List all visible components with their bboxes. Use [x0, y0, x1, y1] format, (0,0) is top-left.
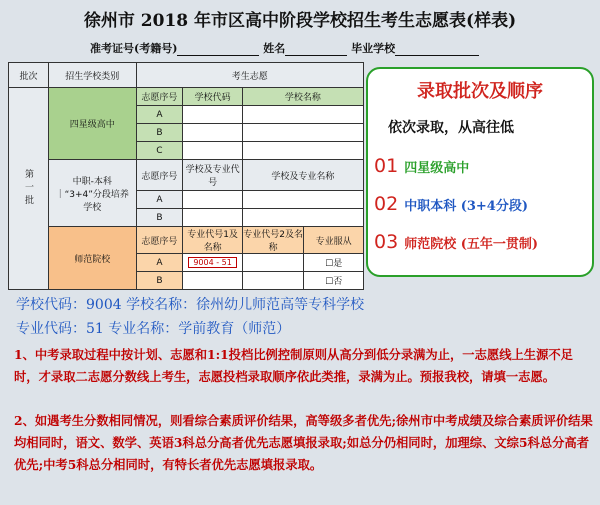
vocational-col1: 志愿序号 [136, 160, 183, 191]
normal-label: 师范院校 [49, 227, 137, 290]
vocational-row-a: A [136, 191, 183, 209]
vocational-code-a[interactable] [183, 191, 243, 209]
normal-col3: 专业代号2及名称 [242, 227, 303, 254]
normal-major2-a[interactable] [242, 254, 303, 272]
four-star-col3: 学校名称 [242, 88, 363, 106]
normal-major1-b[interactable] [183, 272, 243, 290]
school-label: 毕业学校 [351, 42, 396, 55]
vocational-code-b[interactable] [183, 209, 243, 227]
page-title: 徐州市 2018 年市区高中阶段学校招生考生志愿表(样表) [83, 11, 517, 31]
note-1: 1、中考录取过程中按计划、志愿和1:1投档比例控制原则从高分到低分录满为止，一志愿线上生源不足时，才录取二志愿分数线上考生，志愿投档录取顺序依此类推，录满为止。预报我校，请填一志愿。 [14, 347, 573, 384]
four-star-col2: 学校代码 [183, 88, 243, 106]
major-code-line: 专业代码：51 专业名称：学前教育（师范） [16, 321, 291, 337]
vocational-col3: 学校及专业名称 [242, 160, 363, 191]
four-star-row-b: B [136, 124, 183, 142]
normal-major1-a[interactable] [183, 254, 243, 272]
note-2: 2、如遇考生分数相同情况，则看综合素质评价结果，高等级多者优先;徐州市中考成绩及综合素质评价结果均相同时，语文、数学、英语3科总分高者优先志愿填报录取;如总分仍相同时，加理综、文综5科总分高者优先;中考5科总分相同时，有特长者优先志愿填报录取。 [14, 413, 593, 472]
panel-item-2-text: 中职本科 (3+4分段) [404, 199, 528, 214]
form-meta [90, 40, 479, 56]
normal-no[interactable]: ☐否 [304, 272, 364, 290]
four-star-row-c: C [136, 142, 183, 160]
name-field[interactable] [285, 43, 347, 56]
admission-order-panel [366, 67, 594, 277]
panel-subtitle: 依次录取，从高往低 [388, 120, 514, 136]
normal-yes[interactable]: ☐是 [304, 254, 364, 272]
panel-item-1-num: 01 [374, 155, 399, 177]
four-star-code-a[interactable] [183, 106, 243, 124]
normal-col1: 志愿序号 [136, 227, 183, 254]
panel-item-3 [374, 231, 538, 253]
header-batch: 批次 [9, 63, 49, 88]
exam-id-label: 准考证号(考籍号) [90, 42, 178, 55]
panel-item-1 [374, 155, 469, 177]
panel-item-1-text: 四星级高中 [404, 161, 470, 176]
four-star-row-a: A [136, 106, 183, 124]
panel-item-3-text: 师范院校 (五年一贯制) [404, 237, 539, 252]
normal-major2-b[interactable] [242, 272, 303, 290]
vocational-row-b: B [136, 209, 183, 227]
vocational-label: 中职-本科｜“3+4”分段培养学校 [49, 160, 137, 227]
four-star-col1: 志愿序号 [136, 88, 183, 106]
school-code-line: 学校代码：9004 学校名称：徐州幼儿师范高等专科学校 [16, 297, 365, 313]
normal-row-b: B [136, 272, 183, 290]
four-star-label: 四星级高中 [49, 88, 137, 160]
exam-id-field[interactable] [177, 43, 259, 56]
panel-item-2-num: 02 [374, 193, 399, 215]
header-type: 招生学校类别 [49, 63, 137, 88]
wish-table [8, 62, 364, 290]
four-star-code-c[interactable] [183, 142, 243, 160]
name-label: 姓名 [263, 42, 286, 55]
panel-item-3-num: 03 [374, 231, 399, 253]
batch-one: 第一批 [9, 88, 49, 290]
normal-row-a: A [136, 254, 183, 272]
normal-col4: 专业服从 [304, 227, 364, 254]
four-star-code-b[interactable] [183, 124, 243, 142]
normal-col2: 专业代号1及名称 [183, 227, 243, 254]
panel-title: 录取批次及顺序 [417, 81, 543, 102]
normal-value-a: 9004 - 51 [188, 257, 237, 268]
four-star-name-a[interactable] [242, 106, 363, 124]
panel-item-2 [374, 193, 528, 215]
vocational-name-b[interactable] [242, 209, 363, 227]
vocational-name-a[interactable] [242, 191, 363, 209]
school-field[interactable] [395, 43, 479, 56]
four-star-name-c[interactable] [242, 142, 363, 160]
vocational-col2: 学校及专业代号 [183, 160, 243, 191]
header-wish: 考生志愿 [136, 63, 363, 88]
four-star-name-b[interactable] [242, 124, 363, 142]
